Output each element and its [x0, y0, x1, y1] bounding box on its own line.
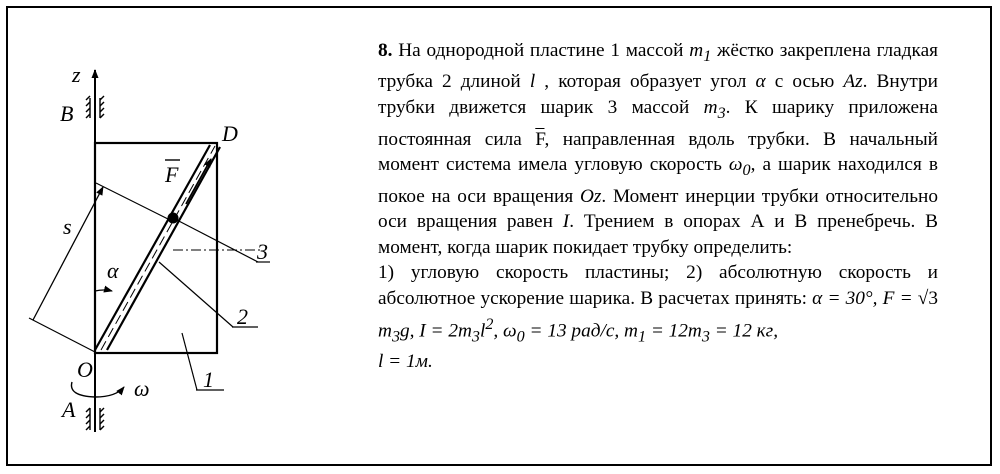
s-extension-top [96, 183, 174, 222]
s-label: s [63, 214, 72, 239]
bearing-a-label: A [62, 397, 76, 422]
leader-1 [182, 333, 197, 390]
force-label: F [165, 162, 179, 187]
omega-label: ω [134, 376, 150, 401]
omega-arrow [71, 382, 124, 397]
problem-questions: 1) угловую скорость пластины; 2) абсолютную скорость и абсолютное ускорение шарика. В расчетах принять: α = 30°, F = √3 $m_3g$, $I = 2m_3l^2$, $\omega_0 = 13$ рад/с, $m_1 = 12m_3 = 12$ кг, l = 1м. [378, 262, 939, 373]
problem-text [378, 38, 938, 375]
problem-statement: 8. На однородной пластине 1 массой $m_1$ жёстко закреплена гладкая трубка 2 длиной l , которая образует угол α с осью Az. Внутри трубки движется шарик 3 массой $m_3$. К шарику приложена постоянная сила $\overline{F}$, направленная вдоль трубки. В начальный момент система имела угловую скорость $\omega_0$, а шарик находился в покое на оси вращения Oz. Момент инерции трубки относительно оси вращения равен I. Трением в опорах А и В пренебречь. В момент, когда шарик покидает трубку определить: [378, 40, 939, 258]
alpha-label: α [107, 258, 119, 283]
force-symbol: $\overline{F}$ [535, 128, 545, 150]
label-3: 3 [257, 239, 268, 264]
alpha-arc [95, 290, 112, 291]
leader-2 [159, 262, 233, 327]
leader-3 [173, 218, 258, 262]
s-extension-bottom [29, 318, 95, 352]
z-axis-label: z [72, 62, 81, 87]
label-1: 1 [203, 367, 214, 392]
problem-number: 8. [378, 40, 393, 61]
point-o-label: O [77, 357, 93, 382]
s-dimension [33, 187, 103, 320]
point-d-label: D [222, 121, 238, 146]
bearing-b-label: B [60, 101, 74, 126]
label-2: 2 [237, 304, 248, 329]
